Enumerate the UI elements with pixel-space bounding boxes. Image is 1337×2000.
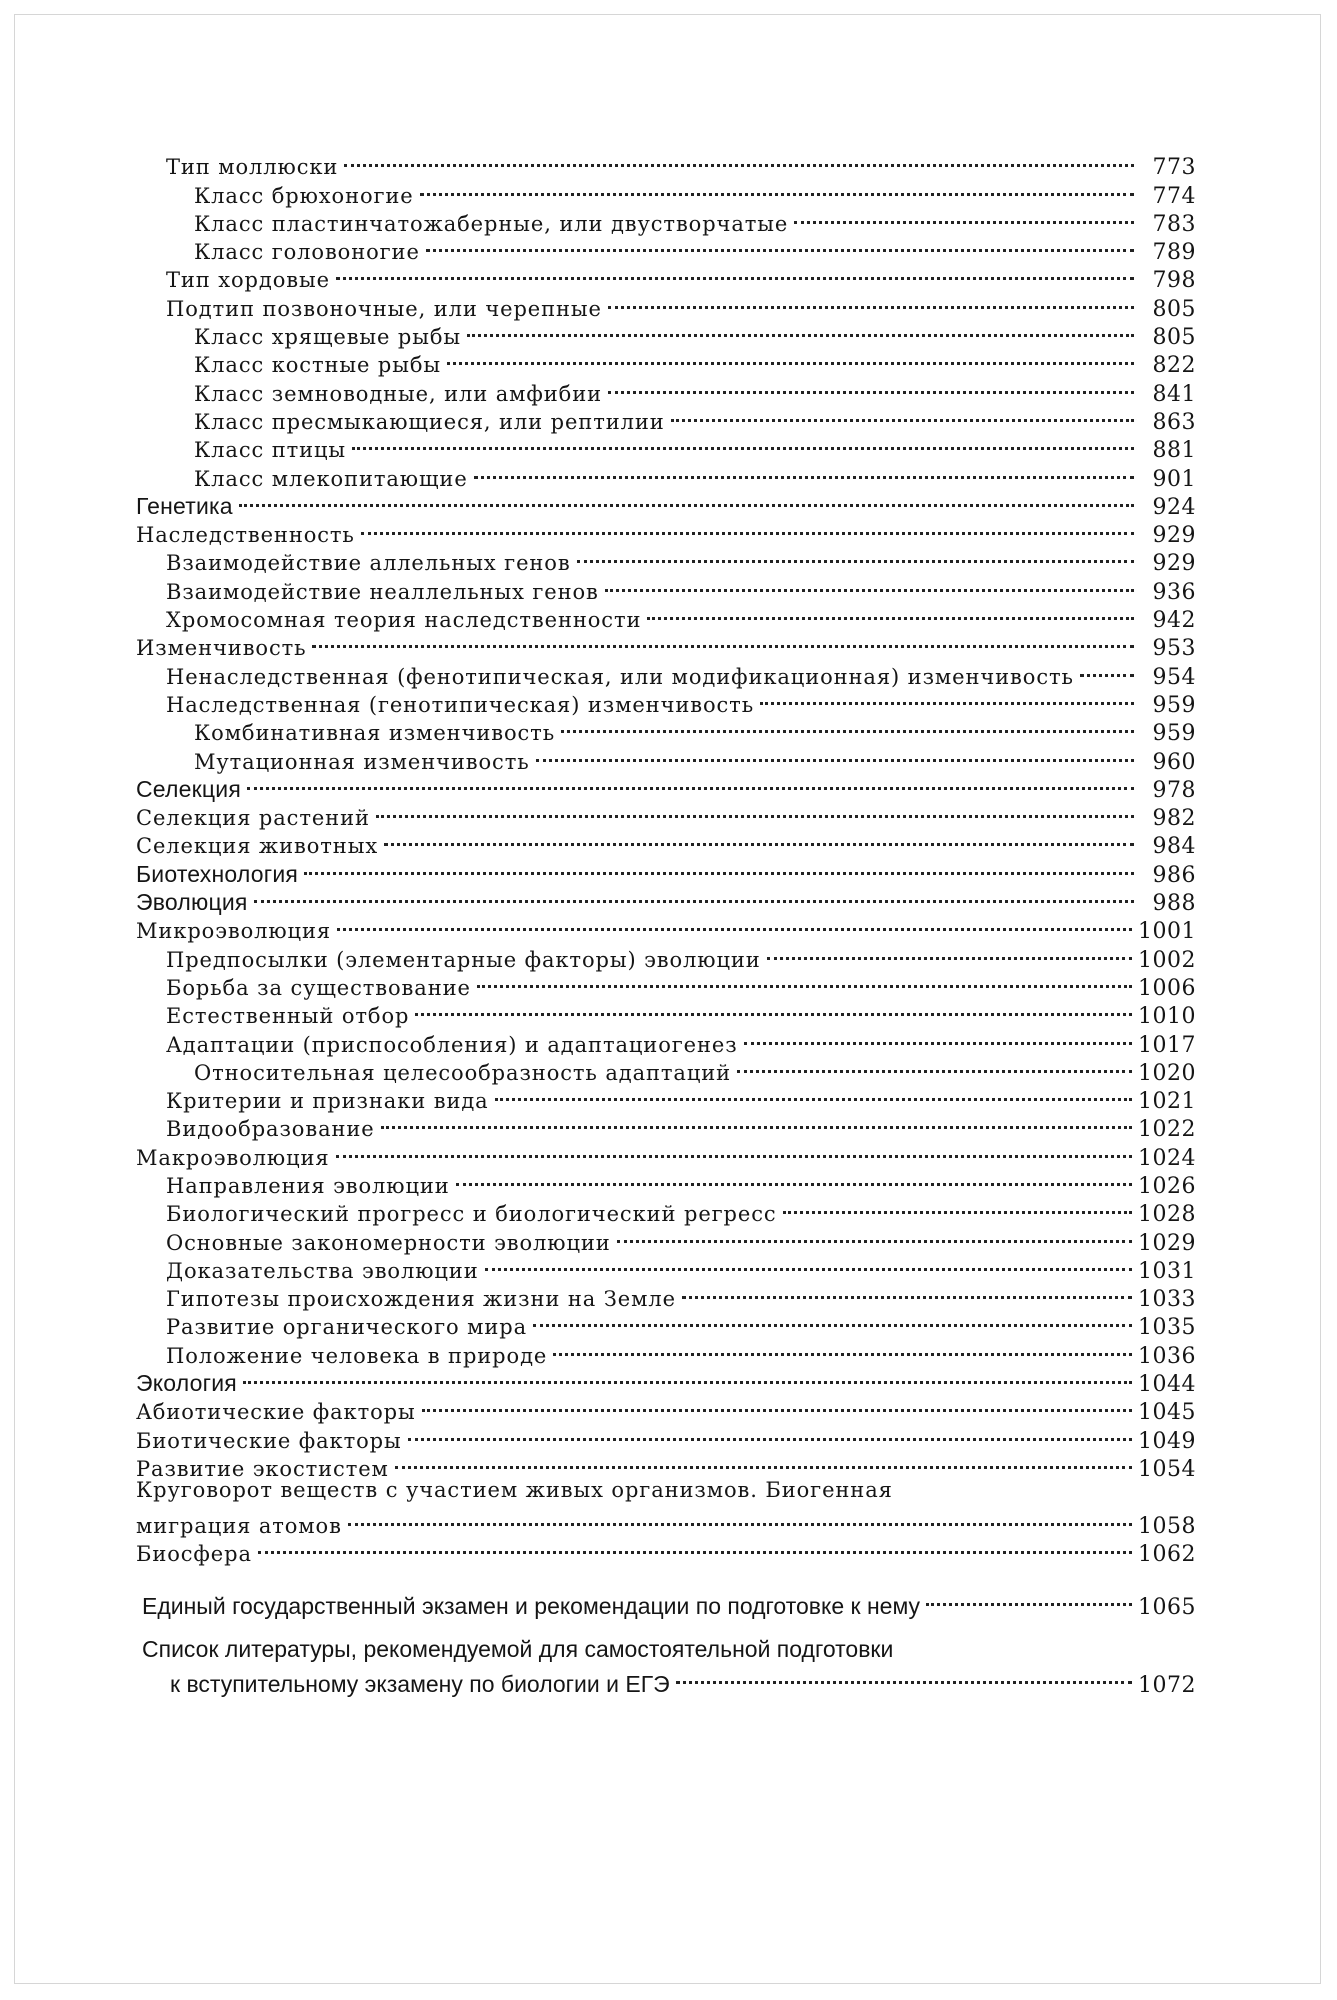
toc-entry-label: Класс костные рыбы [194, 353, 441, 378]
toc-entry-page-number: 1022 [1138, 1117, 1196, 1143]
toc-entry [136, 882, 1196, 917]
dot-leader [384, 825, 1134, 853]
dot-leader [553, 1334, 1132, 1362]
toc-entry-page-number: 773 [1152, 155, 1196, 181]
toc-entry-page-number: 959 [1152, 721, 1196, 747]
toc-entry-page-number: 881 [1152, 438, 1196, 464]
dot-leader [239, 486, 1134, 514]
toc-entry-label: Селекция растений [136, 806, 370, 831]
dot-leader [456, 1165, 1132, 1193]
toc-entry-page-number: 1001 [1138, 919, 1196, 945]
toc-entry-label: Тип моллюски [166, 155, 339, 180]
dot-leader [381, 1108, 1132, 1136]
appendix-literature-line1: Список литературы, рекомендуемой для самостоятельной подготовки [142, 1636, 894, 1662]
dot-leader [376, 797, 1134, 825]
toc-entry-page-number: 986 [1152, 862, 1196, 888]
dot-leader [737, 1052, 1132, 1080]
toc-entry-page-number: 1024 [1138, 1145, 1196, 1171]
dot-leader [794, 203, 1134, 231]
toc-entry-page-number: 1058 [1138, 1513, 1196, 1539]
toc-entry-page-number: 1026 [1138, 1173, 1196, 1199]
toc-entry-label-line: Круговорот веществ с участием живых организмов. Биогенная [136, 1477, 893, 1502]
toc-entry-label: Класс пластинчатожаберные, или двустворчатые [194, 211, 789, 236]
toc-entry-page-number: 942 [1152, 608, 1196, 634]
toc-entry-label: Класс пресмыкающиеся, или рептилии [194, 409, 665, 434]
dot-leader [395, 1448, 1132, 1476]
toc-entry-page-number: 1021 [1138, 1089, 1196, 1115]
toc-entry-label: Класс птицы [194, 438, 347, 463]
toc-entry-label: Развитие органического мира [166, 1315, 527, 1340]
dot-leader [247, 769, 1134, 797]
toc-entry-label: Адаптации (приспособления) и адаптациогенез [166, 1032, 738, 1057]
dot-leader [420, 174, 1134, 202]
toc-entry [136, 1363, 1196, 1398]
toc-entry-label: Взаимодействие неаллельных генов [166, 579, 599, 604]
dot-leader [467, 316, 1134, 344]
toc-entry-page-number: 982 [1152, 806, 1196, 832]
toc-entry-label: Ненаследственная (фенотипическая, или модификационная) изменчивость [166, 664, 1074, 689]
toc-entry [136, 146, 1196, 181]
dot-leader [577, 542, 1134, 570]
dot-leader [617, 1221, 1132, 1249]
toc-entry-page-number: 1044 [1138, 1372, 1196, 1398]
toc-entry-page-number: 988 [1152, 891, 1196, 917]
toc-entry-label: Макроэволюция [136, 1145, 330, 1170]
toc-entry-label: Видообразование [166, 1117, 375, 1142]
dot-leader [783, 1193, 1132, 1221]
dot-leader [608, 287, 1134, 315]
toc-entry-label: Класс головоногие [194, 240, 420, 265]
appendix-literature-page: 1072 [1138, 1673, 1196, 1699]
dot-leader [477, 967, 1132, 995]
toc-entry-label: Естественный отбор [166, 1004, 410, 1029]
toc-entry-page-number: 936 [1152, 579, 1196, 605]
dot-leader [312, 627, 1134, 655]
toc-entry [136, 1504, 1196, 1539]
dot-leader [348, 1504, 1132, 1532]
toc-entry-page-number: 901 [1152, 466, 1196, 492]
dot-leader [415, 995, 1132, 1023]
toc-entry-label: Биотические факторы [136, 1428, 402, 1453]
dot-leader [258, 1533, 1132, 1561]
toc-entry-label: Класс хрящевые рыбы [194, 325, 462, 350]
appendix-exam-page: 1065 [1138, 1595, 1196, 1621]
toc-entry-label: Предпосылки (элементарные факторы) эволюции [166, 947, 761, 972]
dot-leader [1080, 655, 1134, 683]
toc-entry-page-number: 924 [1152, 494, 1196, 520]
dot-leader [254, 882, 1134, 910]
toc-entry-label: Биологический прогресс и биологический регресс [166, 1202, 777, 1227]
toc-entry-page-number: 798 [1152, 268, 1196, 294]
dot-leader [304, 853, 1134, 881]
toc-entry-page-number: 1017 [1138, 1032, 1196, 1058]
dot-leader [422, 1391, 1132, 1419]
dot-leader [533, 1306, 1132, 1334]
toc-entry-page-number: 805 [1152, 325, 1196, 351]
toc-entry-page-number: 984 [1152, 834, 1196, 860]
toc-entry-label: Хромосомная теория наследственности [166, 608, 642, 633]
toc-entry-page-number: 1028 [1138, 1202, 1196, 1228]
dot-leader [352, 429, 1134, 457]
dot-leader [336, 259, 1134, 287]
toc-entry [136, 1391, 1196, 1426]
dot-leader [344, 146, 1134, 174]
dot-leader [561, 712, 1134, 740]
toc-entry-page-number: 978 [1152, 777, 1196, 803]
toc-entry-page-number: 954 [1152, 664, 1196, 690]
appendix-literature-line2: к вступительному экзамену по биологии и ЕГЭ [170, 1671, 670, 1698]
toc-entry-label: Класс брюхоногие [194, 183, 414, 208]
dot-leader [426, 231, 1134, 259]
toc-entry [136, 1533, 1196, 1567]
dot-leader [361, 514, 1134, 542]
toc-entry [136, 486, 1196, 520]
toc-entry-page-number: 1010 [1138, 1004, 1196, 1030]
toc-entry-label: Изменчивость [136, 636, 307, 661]
toc-entry-label: Селекция [136, 775, 241, 802]
dot-leader [744, 1023, 1132, 1051]
toc-entry-page-number: 1002 [1138, 947, 1196, 973]
toc-entry-label: Положение человека в природе [166, 1343, 548, 1368]
toc-entry-page-number: 1054 [1138, 1456, 1196, 1482]
toc-entry-label: Тип хордовые [166, 268, 330, 293]
dot-leader [495, 1080, 1132, 1108]
toc-entry-label: Эволюция [136, 889, 248, 916]
toc-entry-label: Направления эволюции [166, 1173, 450, 1198]
toc-entry-label: Класс земноводные, или амфибии [194, 381, 602, 406]
toc-entry-label: Биосфера [136, 1541, 252, 1566]
toc-entry-page-number: 929 [1152, 551, 1196, 577]
dot-leader [243, 1363, 1132, 1391]
toc-entry-page-number: 1045 [1138, 1400, 1196, 1426]
dot-leader [474, 457, 1134, 485]
toc-entry-page-number: 953 [1152, 636, 1196, 662]
toc-entry-label: Критерии и признаки вида [166, 1089, 489, 1114]
dot-leader [760, 684, 1134, 712]
appendix-literature-entry [142, 1634, 1196, 1699]
toc-entry-label: Класс млекопитающие [194, 466, 468, 491]
toc-entry [136, 514, 1196, 549]
dot-leader [767, 938, 1132, 966]
toc-entry-label: Основные закономерности эволюции [166, 1230, 611, 1255]
toc-entry-label: Экология [136, 1370, 237, 1397]
toc-entry-page-number: 783 [1152, 211, 1196, 237]
dot-leader [926, 1586, 1132, 1614]
toc-entry-page-number: 1036 [1138, 1343, 1196, 1369]
dot-leader [647, 599, 1134, 627]
toc-entry-page-number: 1035 [1138, 1315, 1196, 1341]
dot-leader [671, 401, 1134, 429]
toc-entry-page-number: 1062 [1138, 1541, 1196, 1567]
toc-entry-label: Абиотические факторы [136, 1400, 416, 1425]
toc-entry-label: Развитие экостистем [136, 1456, 389, 1481]
appendix-exam-entry [142, 1586, 1196, 1621]
dot-leader [682, 1278, 1132, 1306]
toc-entry-label: Относительная целесообразность адаптаций [194, 1060, 732, 1085]
dot-leader [605, 570, 1134, 598]
toc-entry-page-number: 863 [1152, 409, 1196, 435]
toc-entry-page-number: 1033 [1138, 1287, 1196, 1313]
toc-entry-page-number: 774 [1152, 183, 1196, 209]
toc-entry-page-number: 841 [1152, 381, 1196, 407]
toc-entry-page-number: 789 [1152, 240, 1196, 266]
toc-entry [136, 797, 1196, 832]
appendix-exam-label: Единый государственный экзамен и рекомендации по подготовке к нему [142, 1593, 921, 1620]
dot-leader [408, 1419, 1132, 1447]
toc-entry-page-number: 1049 [1138, 1428, 1196, 1454]
toc-entry-page-number: 1029 [1138, 1230, 1196, 1256]
table-of-contents [136, 146, 1196, 1567]
toc-entry-page-number: 1020 [1138, 1060, 1196, 1086]
toc-entry [136, 910, 1196, 945]
dot-leader [447, 344, 1134, 372]
dot-leader [336, 1136, 1132, 1164]
toc-entry-page-number: 960 [1152, 749, 1196, 775]
toc-entry-label: Селекция животных [136, 834, 379, 859]
toc-entry-label: Взаимодействие аллельных генов [166, 551, 571, 576]
toc-entry-label: Микроэволюция [136, 919, 332, 944]
toc-entry-label: Гипотезы происхождения жизни на Земле [166, 1287, 676, 1312]
toc-entry-page-number: 805 [1152, 296, 1196, 322]
dot-leader [676, 1664, 1132, 1692]
dot-leader [536, 740, 1134, 768]
toc-entry-page-number: 1006 [1138, 975, 1196, 1001]
toc-entry-label: Мутационная изменчивость [194, 749, 530, 774]
toc-entry-label: Борьба за существование [166, 975, 471, 1000]
toc-entry-page-number: 959 [1152, 692, 1196, 718]
toc-entry-label: Наследственная (генотипическая) изменчивость [166, 692, 755, 717]
dot-leader [337, 910, 1132, 938]
toc-entry-label: Подтип позвоночные, или черепные [166, 296, 602, 321]
toc-entry-page-number: 929 [1152, 523, 1196, 549]
toc-entry-label: Биотехнология [136, 860, 299, 887]
toc-entry-page-number: 1031 [1138, 1258, 1196, 1284]
dot-leader [485, 1250, 1132, 1278]
toc-entry-label: Наследственность [136, 523, 355, 548]
toc-entry-label: Комбинативная изменчивость [194, 721, 556, 746]
toc-entry-label: Генетика [136, 492, 233, 519]
toc-entry [136, 769, 1196, 803]
toc-entry-label: Доказательства эволюции [166, 1258, 479, 1283]
toc-entry-label: миграция атомов [136, 1513, 342, 1538]
dot-leader [608, 372, 1134, 400]
toc-entry-page-number: 822 [1152, 353, 1196, 379]
